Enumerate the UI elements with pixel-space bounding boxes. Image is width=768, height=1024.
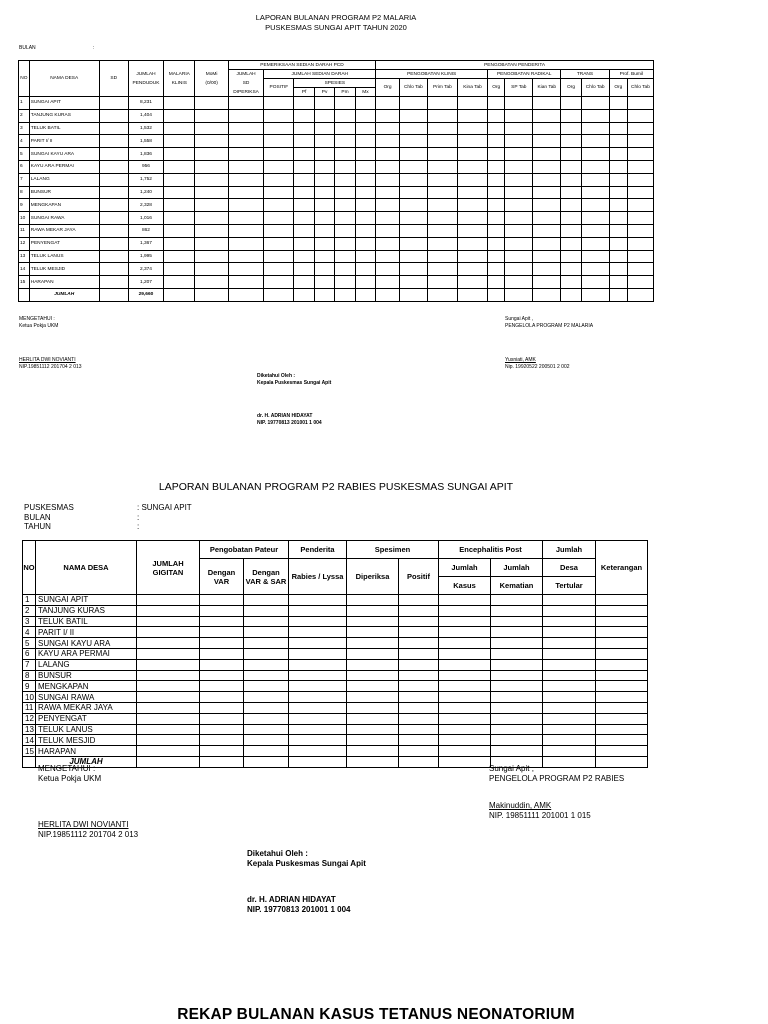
rabies-dokter: dr. H. ADRIAN HIDAYAT [247,895,336,904]
malaria-row-no: 10 [19,212,30,225]
malaria-row-penduduk: 1,404 [128,109,164,122]
rabies-row-no: 4 [23,627,36,638]
malaria-row-no: 7 [19,173,30,186]
malaria-row-no: 3 [19,122,30,135]
malaria-row-no: 12 [19,237,30,250]
rabies-tahun-label: TAHUN [24,522,51,531]
rabies-row-desa: LALANG [36,659,137,670]
malaria-sig-right-name [505,357,570,371]
malaria-row-desa: KAYU ARA PERMAI [29,160,99,173]
rabies-info-labels [24,503,74,532]
malaria-row-no: 14 [19,263,30,276]
rabies-row-desa: SUNGAI APIT [36,595,137,606]
malaria-nip-kiri: NIP.19851112 201704 2 013 [19,364,82,370]
malaria-header-pm: Pm [335,88,355,97]
malaria-table-row [19,212,654,225]
malaria-table-row [19,199,654,212]
malaria-header-no: NO [19,61,30,97]
rabies-sig-left-name [38,820,138,840]
malaria-sig-left-name [19,357,82,371]
malaria-row-desa: BUNSUR [29,186,99,199]
malaria-header-chlo-tab: Chlo Tab [581,79,609,97]
malaria-row-penduduk: 1,836 [128,148,164,161]
malaria-title-line1: LAPORAN BULANAN PROGRAM P2 MALARIA [255,13,417,22]
malaria-header-positif: POSITIF [264,79,294,97]
rabies-row-desa: SUNGAI KAYU ARA [36,638,137,649]
rabies-row-no: 3 [23,616,36,627]
rabies-table-row [23,627,648,638]
malaria-header-malaria-klinis: MALARIA KLINIS [164,61,195,97]
rabies-row-desa: HARAPAN [36,746,137,757]
malaria-header-nama-desa: NAMA DESA [29,61,99,97]
malaria-row-desa: SUNGAI APIT [29,97,99,110]
tetanus-title: REKAP BULANAN KASUS TETANUS NEONATORIUM [177,1006,575,1023]
rabies-row-no: 5 [23,638,36,649]
malaria-header-kina-tab: Kina Tab [458,79,488,97]
malaria-table-row [19,276,654,289]
malaria-header-sp-tab: SP Tab [505,79,533,97]
malaria-table-row [19,160,654,173]
rabies-table-row [23,692,648,703]
rabies-header-jumlah-kasus-1: Jumlah [439,559,491,577]
rabies-header-dengan-var-sar: Dengan VAR & SAR [244,559,289,595]
rabies-row-desa: TANJUNG KURAS [36,605,137,616]
rabies-tahun-value: : [137,522,140,531]
rabies-table-row [23,659,648,670]
malaria-row-no: 4 [19,135,30,148]
malaria-sig-left [19,316,58,330]
rabies-table-row [23,605,648,616]
malaria-row-desa: LALANG [29,173,99,186]
rabies-title: LAPORAN BULANAN PROGRAM P2 RABIES PUSKESMAS SUNGAI APIT [158,481,514,493]
rabies-row-desa: TELUK LANUS [36,724,137,735]
malaria-header-momi: MoMi (0/00) [195,61,228,97]
malaria-header-kian-tab: Kian Tab [533,79,561,97]
malaria-diketahui: Diketahui Oleh : [257,373,296,379]
malaria-sig-center [257,373,331,387]
malaria-header-mx: Mx [355,88,376,97]
malaria-nip-dokter: NIP. 19770813 201001 1 004 [257,420,322,426]
rabies-header-diperiksa: Diperiksa [347,559,399,595]
rabies-row-desa: MENGKAPAN [36,681,137,692]
rabies-nip-kanan: NIP. 19851111 201001 1 015 [489,811,591,820]
rabies-row-desa: SUNGAI RAWA [36,692,137,703]
rabies-sig-center-name [247,895,351,915]
rabies-nip-kiri: NIP.19851112 201704 2 013 [38,830,139,839]
rabies-puskesmas-value: : SUNGAI APIT [137,503,192,512]
malaria-header-prof-bumil: Prof. Bumil [609,70,653,79]
malaria-jumlah-penduduk: 29,660 [128,288,164,301]
rabies-info-values [137,503,192,532]
rabies-row-no: 11 [23,702,36,713]
malaria-row-desa: SUNGAI KAYU ARA [29,148,99,161]
rabies-sig-left [38,764,101,784]
rabies-table-row [23,638,648,649]
rabies-table-row [23,735,648,746]
rabies-row-no: 10 [23,692,36,703]
malaria-jumlah-label: JUMLAH [29,288,99,301]
malaria-row-no: 1 [19,97,30,110]
malaria-row-desa: HARAPAN [29,276,99,289]
rabies-table-row [23,702,648,713]
rabies-header-rabies-lyssa: Rabies / Lyssa [289,559,347,595]
rabies-sig-center [247,849,366,869]
rabies-header-keterangan: Keterangan [596,541,648,595]
malaria-table-row [19,135,654,148]
rabies-bulan-value: : [137,512,140,522]
rabies-row-no: 1 [23,595,36,606]
rabies-header-jumlah-kematian-1: Jumlah [491,559,543,577]
rabies-row-no: 2 [23,605,36,616]
malaria-sig-center-name [257,413,322,427]
rabies-row-desa: TELUK MESJID [36,735,137,746]
rabies-tempat: Sungai Apit , [489,764,534,773]
malaria-kepala: Kepala Puskesmas Sungai Apit [257,380,332,386]
rabies-row-desa: PARIT I/ II [36,627,137,638]
rabies-header-penderita: Penderita [289,541,347,559]
rabies-table-row [23,670,648,681]
malaria-row-desa: PENYENGAT [29,237,99,250]
rabies-row-no: 6 [23,648,36,659]
malaria-row-penduduk: 1,240 [128,186,164,199]
rabies-nama-kanan: Makinuddin, AMK [489,801,552,810]
rabies-mengetahui: MENGETAHUI : [38,764,96,773]
malaria-table-row [19,173,654,186]
rabies-row-desa: PENYENGAT [36,713,137,724]
rabies-table [22,540,648,768]
malaria-header-org: Org [488,79,505,97]
malaria-row-penduduk: 1,532 [128,122,164,135]
malaria-row-penduduk: 1,367 [128,237,164,250]
malaria-header-jumlah-sd: JUMLAH SD DIPERIKSA [228,70,264,97]
rabies-header-positif: Positif [399,559,439,595]
rabies-nama-kiri: HERLITA DWI NOVIANTI [38,820,129,829]
malaria-row-penduduk: 8,231 [128,97,164,110]
rabies-header-spesimen: Spesimen [347,541,439,559]
rabies-header-nama-desa: NAMA DESA [36,541,137,595]
rabies-row-desa: TELUK BATIL [36,616,137,627]
malaria-row-desa: RAWA MEKAR JAYA [29,224,99,237]
rabies-header-encephalitis: Encephalitis Post [439,541,543,559]
malaria-table-row [19,97,654,110]
rabies-diketahui: Diketahui Oleh : [247,849,308,858]
malaria-row-desa: MENGKAPAN [29,199,99,212]
malaria-table [18,60,654,302]
malaria-header-chlo-tab: Chlo Tab [399,79,427,97]
malaria-mengetahui: MENGETAHUI : [19,316,55,322]
malaria-row-desa: TELUK MESJID [29,263,99,276]
malaria-table-row [19,148,654,161]
rabies-puskesmas-label: PUSKESMAS [24,503,74,512]
rabies-header-no: NO [23,541,36,595]
malaria-nip-kanan: Nip. 19920522 200501 2 002 [505,364,570,370]
malaria-header-chlo-tab: Chlo Tab [627,79,653,97]
rabies-row-no: 13 [23,724,36,735]
malaria-row-desa: PARIT I/ II [29,135,99,148]
rabies-row-no: 7 [23,659,36,670]
rabies-header-dengan-var: Dengan VAR [200,559,244,595]
malaria-header-org: Org [609,79,627,97]
rabies-row-no: 15 [23,746,36,757]
malaria-row-penduduk: 1,207 [128,276,164,289]
rabies-row-desa: RAWA MEKAR JAYA [36,702,137,713]
malaria-header-pengobatan-penderita: PENGOBATAN PENDERITA [376,61,654,70]
malaria-bulan-colon: : [93,45,95,51]
malaria-nama-kanan: Yusniati, AMK [505,357,536,363]
rabies-ketua: Ketua Pokja UKM [38,774,102,783]
malaria-row-no: 9 [19,199,30,212]
malaria-title-line2: PUSKESMAS SUNGAI APIT TAHUN 2020 [265,23,407,32]
malaria-bulan-label: BULAN [19,45,36,51]
rabies-row-no: 8 [23,670,36,681]
rabies-row-no: 12 [23,713,36,724]
rabies-pengelola: PENGELOLA PROGRAM P2 RABIES [489,774,625,783]
rabies-header-jumlah-desa-3: Tertular [543,577,596,595]
malaria-header-trans: TRANS [561,70,609,79]
rabies-kepala: Kepala Puskesmas Sungai Apit [247,859,366,868]
rabies-header-jumlah-desa-2: Desa [543,559,596,577]
rabies-bulan-label: BULAN [24,512,51,522]
rabies-table-row [23,746,648,757]
malaria-header-sd: SD [99,61,128,97]
malaria-row-penduduk: 2,374 [128,263,164,276]
malaria-table-row [19,186,654,199]
malaria-row-desa: SUNGAI RAWA [29,212,99,225]
rabies-table-row [23,713,648,724]
malaria-row-no: 8 [19,186,30,199]
malaria-header-pemeriksaan: PEMERIKSAAN SEDIAN DARAH PCD [228,61,375,70]
malaria-row-desa: TELUK LANUS [29,250,99,263]
malaria-row-no: 5 [19,148,30,161]
malaria-header-jumlah-penduduk: JUMLAH PENDUDUK [128,61,164,97]
malaria-table-row [19,109,654,122]
rabies-header-jumlah-kasus-2: Kasus [439,577,491,595]
malaria-row-desa: TANJUNG KURAS [29,109,99,122]
malaria-sig-right [505,316,593,330]
malaria-pengelola: PENGELOLA PROGRAM P2 MALARIA [505,323,594,329]
malaria-row-penduduk: 1,995 [128,250,164,263]
malaria-header-jumlah-sediaan: JUMLAH SEDIAN DARAH [264,70,376,79]
malaria-dokter: dr. H. ADRIAN HIDAYAT [257,413,313,419]
rabies-header-jumlah-desa-1: Jumlah [543,541,596,559]
rabies-header-jumlah-kematian-2: Kematian [491,577,543,595]
malaria-row-no: 15 [19,276,30,289]
malaria-row-penduduk: 1,752 [128,173,164,186]
malaria-header-pengobatan-klinis: PENGOBATAN KLINIS [376,70,488,79]
rabies-table-row [23,648,648,659]
malaria-row-no: 13 [19,250,30,263]
malaria-ketua: Ketua Pokja UKM [19,323,59,329]
malaria-table-row [19,263,654,276]
rabies-table-row [23,724,648,735]
malaria-table-row [19,122,654,135]
rabies-nip-dokter: NIP. 19770813 201001 1 004 [247,905,351,914]
malaria-table-row [19,237,654,250]
malaria-header-prim-tab: Prim Tab [427,79,457,97]
rabies-row-no: 14 [23,735,36,746]
malaria-title [0,13,672,33]
malaria-row-penduduk: 1,016 [128,212,164,225]
rabies-header-jumlah-gigitan: JUMLAH GIGITAN [137,541,200,595]
malaria-row-no: 2 [19,109,30,122]
rabies-row-desa: KAYU ARA PERMAI [36,648,137,659]
malaria-header-org: Org [376,79,400,97]
malaria-nama-kiri: HERLITA DWI NOVIANTI [19,357,76,363]
rabies-jumlah-label: JUMLAH [36,756,137,767]
rabies-table-row [23,681,648,692]
malaria-table-row [19,250,654,263]
malaria-tempat: Sungai Apit , [505,316,534,322]
malaria-row-penduduk: 862 [128,224,164,237]
malaria-header-pf: Pf [294,88,314,97]
malaria-row-desa: TELUK BATIL [29,122,99,135]
malaria-header-spesies: SPESIES [294,79,376,88]
rabies-table-row [23,595,648,606]
rabies-row-no: 9 [23,681,36,692]
malaria-header-pv: Pv [314,88,334,97]
rabies-sig-right [489,764,624,784]
malaria-row-no: 6 [19,160,30,173]
rabies-row-desa: BUNSUR [36,670,137,681]
rabies-table-row [23,616,648,627]
malaria-header-org: Org [561,79,581,97]
rabies-header-pengobatan-pateur: Pengobatan Pateur [200,541,289,559]
rabies-sig-right-name [489,801,591,821]
malaria-row-no: 11 [19,224,30,237]
malaria-row-penduduk: 2,328 [128,199,164,212]
malaria-header-pengobatan-radikal: PENGOBATAN RADIKAL [488,70,561,79]
malaria-row-penduduk: 956 [128,160,164,173]
malaria-row-penduduk: 1,558 [128,135,164,148]
malaria-table-row [19,224,654,237]
